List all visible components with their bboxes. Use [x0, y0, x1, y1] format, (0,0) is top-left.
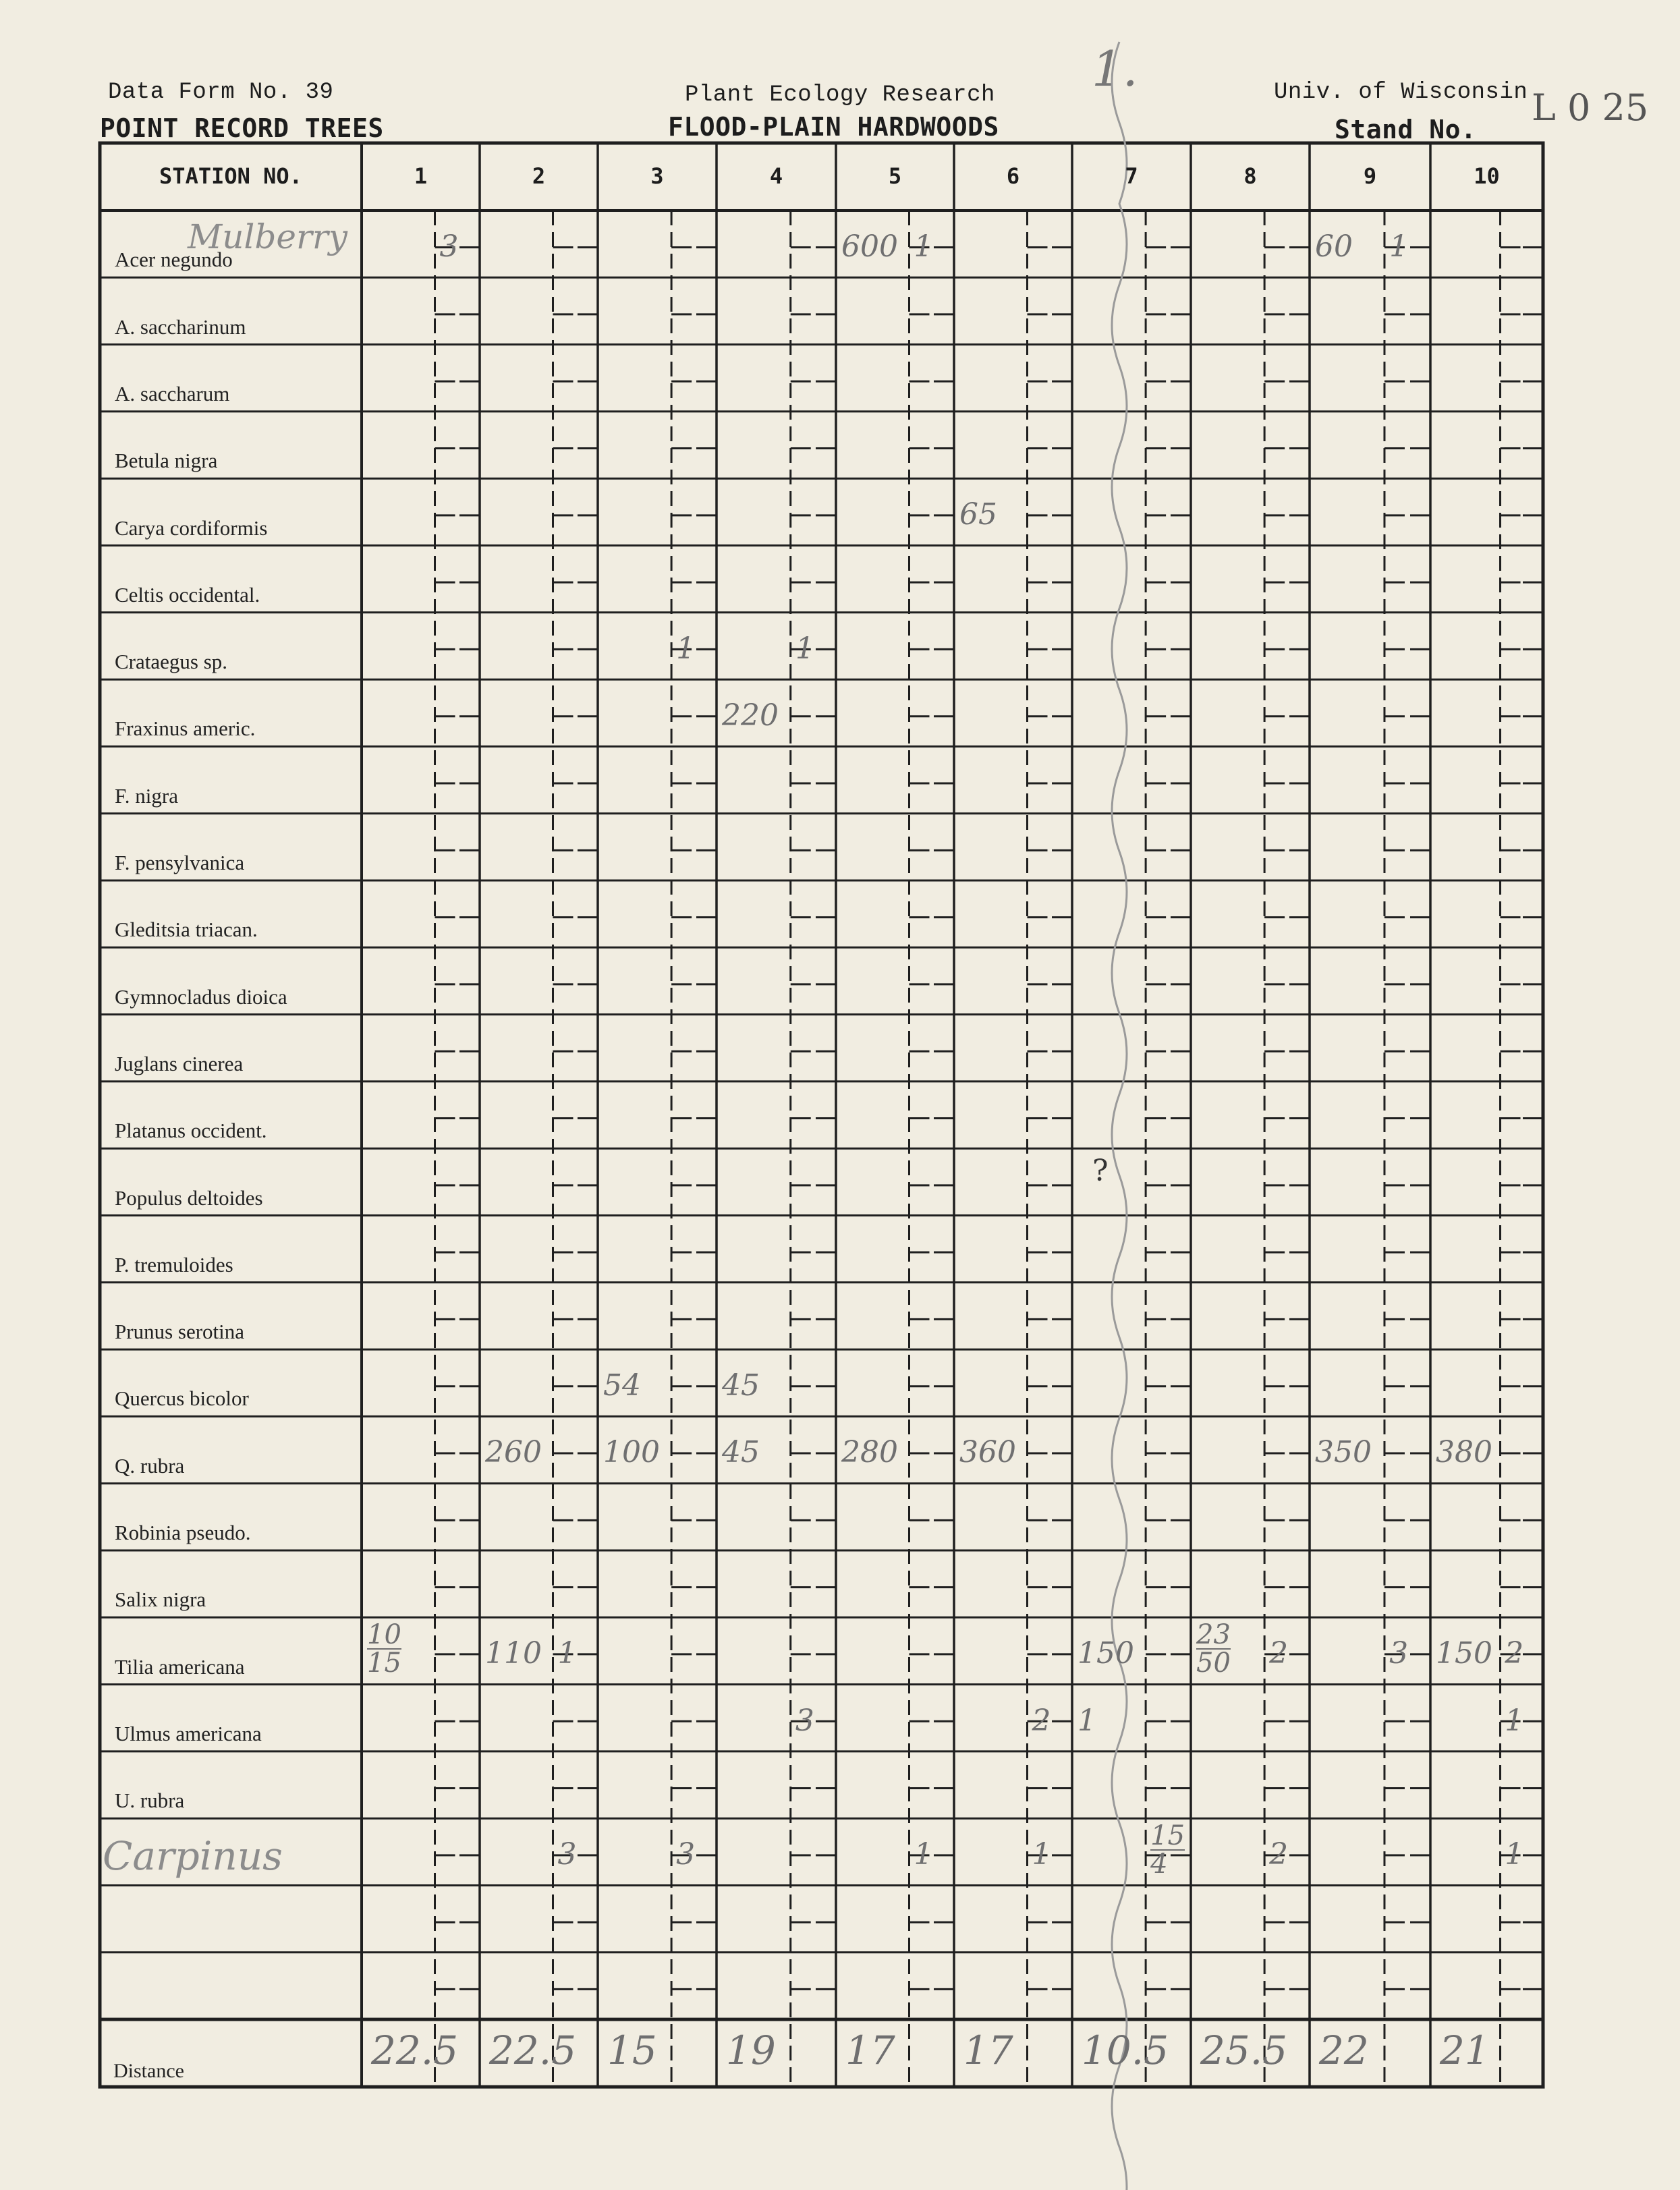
distance-value: 17 — [845, 2027, 895, 2074]
species-label: P. tremuloides — [115, 1252, 233, 1276]
species-label: Crataegus sp. — [115, 650, 228, 674]
tally-entry: 1 — [1389, 229, 1409, 264]
species-label: F. pensylvanica — [115, 851, 245, 874]
tally-entry: 3 — [1389, 1636, 1409, 1671]
tally-entry: 100 — [603, 1435, 660, 1470]
species-label: Populus deltoides — [115, 1185, 263, 1210]
species-label: Ulmus americana — [115, 1721, 262, 1745]
tally-entry: 1 — [676, 631, 696, 666]
tally-entry: 45 — [722, 1435, 760, 1470]
station-number: 5 — [888, 163, 902, 189]
station-number: 1 — [414, 163, 428, 189]
stand-label: Stand No. — [1335, 115, 1477, 144]
handwritten-species: Carpinus — [103, 1833, 283, 1880]
tally-entry: 360 — [959, 1435, 1016, 1470]
form-number: Data Form No. 39 — [108, 80, 334, 105]
distance-value: 22.5 — [489, 2027, 577, 2074]
tally-entry-part: 10 — [367, 1619, 401, 1651]
tally-entry: 65 — [959, 497, 997, 532]
tally-entry: 3 — [676, 1837, 696, 1872]
species-label: A. saccharinum — [115, 314, 246, 339]
tally-entry: 3 — [795, 1703, 814, 1738]
station-number: 6 — [1006, 163, 1020, 189]
tally-entry-part: 15 — [367, 1648, 401, 1679]
question-mark: ? — [1092, 1154, 1109, 1189]
tally-entry: 1 — [1032, 1837, 1051, 1872]
institution: Univ. of Wisconsin — [1274, 80, 1528, 105]
species-label: Robinia pseudo. — [115, 1521, 251, 1544]
species-label: Gleditsia triacan. — [115, 918, 258, 942]
distance-value: 10.5 — [1082, 2027, 1169, 2074]
stand-number: L 0 25 — [1532, 86, 1649, 129]
tally-entry: 3 — [439, 229, 459, 264]
species-label: Gymnocladus dioica — [115, 984, 287, 1009]
tally-entry: 1 — [1505, 1837, 1524, 1872]
station-number: 9 — [1363, 163, 1377, 189]
form-subtitle: FLOOD-PLAIN HARDWOODS — [668, 112, 999, 142]
station-number: 8 — [1243, 163, 1257, 189]
tally-entry: 2 — [1505, 1636, 1524, 1671]
tally-entry-part: 23 — [1196, 1619, 1231, 1651]
tally-entry: 2 — [1269, 1636, 1289, 1671]
distance-value: 17 — [963, 2027, 1013, 2074]
tally-entry: 150 — [1077, 1636, 1134, 1671]
tally-entry: 1 — [557, 1636, 577, 1671]
tally-entry — [1196, 1621, 1231, 1677]
species-label: F. nigra — [115, 783, 178, 808]
tally-entry: 1 — [1077, 1703, 1096, 1738]
species-label: Fraxinus americ. — [115, 717, 256, 741]
form-title: POINT RECORD TREES — [100, 113, 384, 143]
table-border — [100, 143, 1543, 2087]
species-label: Q. rubra — [115, 1453, 185, 1478]
tally-entry: 1 — [914, 1837, 933, 1872]
pencil-line — [1112, 42, 1127, 2190]
station-number: 2 — [532, 163, 546, 189]
tally-entry — [1150, 1822, 1185, 1878]
distance-value: 19 — [726, 2027, 776, 2074]
tally-entry: 1 — [1505, 1703, 1524, 1738]
station-header-label: STATION NO. — [159, 163, 302, 189]
program-name: Plant Ecology Research — [685, 82, 995, 108]
handwritten-species: Mulberry — [188, 217, 348, 256]
distance-value: 22 — [1319, 2027, 1369, 2074]
species-label: Celtis occidental. — [115, 582, 260, 607]
tally-entry — [367, 1621, 401, 1677]
tally-entry: 600 — [841, 229, 898, 264]
station-number: 10 — [1474, 163, 1500, 189]
tally-entry: 150 — [1436, 1636, 1492, 1671]
species-label: Betula nigra — [115, 449, 218, 473]
species-label: Prunus serotina — [115, 1320, 245, 1344]
species-label: Quercus bicolor — [115, 1386, 249, 1411]
species-label: Tilia americana — [115, 1654, 245, 1679]
distance-value: 22.5 — [371, 2027, 459, 2074]
tally-entry: 2 — [1269, 1837, 1289, 1872]
table-grid — [100, 143, 1550, 2113]
tally-entry: 2 — [1032, 1703, 1051, 1738]
species-label: A. saccharum — [115, 381, 230, 405]
species-label: U. rubra — [115, 1789, 185, 1813]
distance-value: 15 — [607, 2027, 657, 2074]
species-label: Acer negundo — [115, 248, 233, 272]
tally-entry: 220 — [722, 698, 779, 733]
distance-label: Distance — [113, 2060, 184, 2083]
tally-entry: 45 — [722, 1368, 760, 1403]
station-number: 3 — [650, 163, 664, 189]
station-number: 4 — [769, 163, 783, 189]
tally-entry: 1 — [914, 229, 933, 264]
distance-value: 25.5 — [1200, 2027, 1288, 2074]
tally-entry: 3 — [557, 1837, 577, 1872]
tally-entry: 1 — [795, 631, 814, 666]
species-label: Carya cordiformis — [115, 515, 268, 540]
top-mark: 1. — [1092, 40, 1138, 97]
tally-entry-part: 50 — [1196, 1648, 1231, 1679]
station-number: 7 — [1125, 163, 1138, 189]
tally-entry-part: 4 — [1150, 1849, 1168, 1880]
tally-entry-part: 15 — [1150, 1820, 1185, 1852]
species-label: Platanus occident. — [115, 1119, 267, 1143]
distance-value: 21 — [1440, 2027, 1490, 2074]
tally-entry: 54 — [603, 1368, 641, 1403]
species-label: Salix nigra — [115, 1588, 206, 1612]
tally-entry: 380 — [1436, 1435, 1492, 1470]
tally-entry: 280 — [841, 1435, 898, 1470]
tally-entry: 110 — [485, 1636, 542, 1671]
species-label: Juglans cinerea — [115, 1051, 244, 1075]
tally-entry: 260 — [485, 1435, 542, 1470]
tally-entry: 350 — [1315, 1435, 1372, 1470]
tally-entry: 60 — [1315, 229, 1353, 264]
